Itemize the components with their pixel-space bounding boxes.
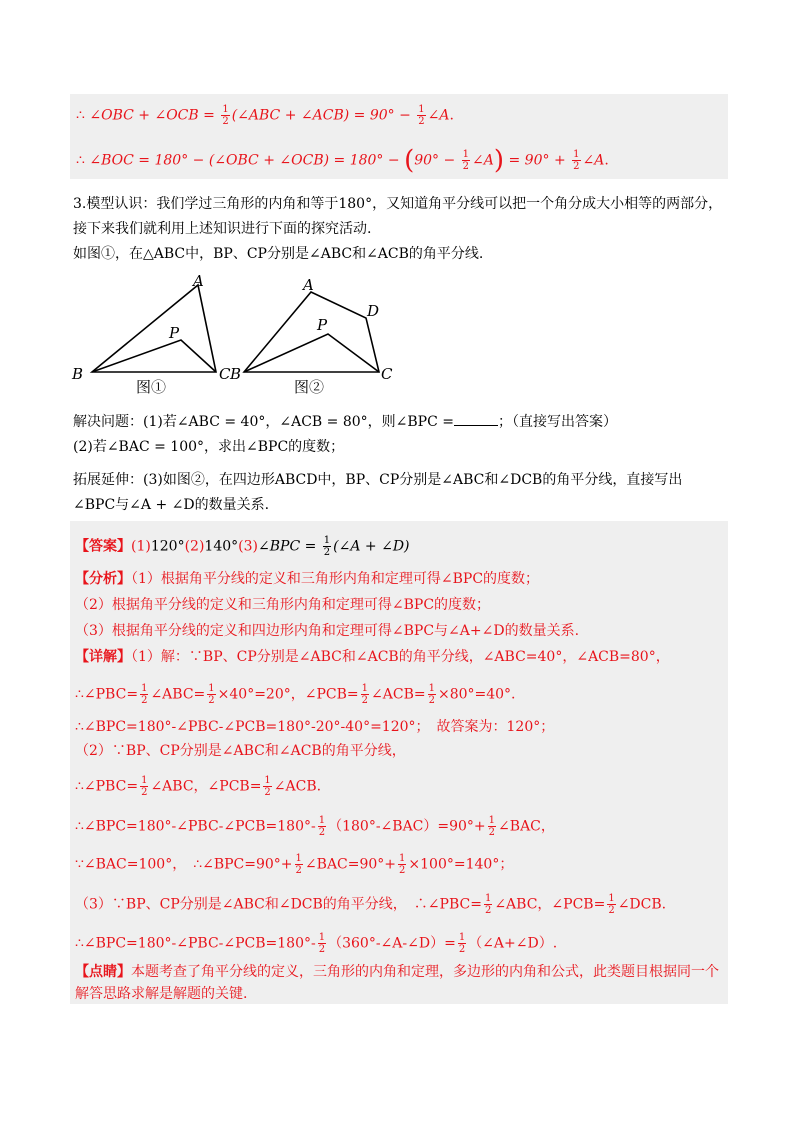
solution-line-2: ∴ ∠BOC = 180° − (∠OBC + ∠OCB) = 180° − (90° − $\frac{1}{2}$ ∠A) = 90° + $\frac{1}{2}$ ∠A.	[76, 145, 609, 176]
problem-intro-line-2: 接下来我们就利用上述知识进行下面的探究活动.	[73, 221, 372, 237]
detail-line-3: ∴∠BPC=180°-∠PBC-∠PCB=180°-20°-40°=120°； 故答案为：120°；	[75, 719, 555, 735]
figure-1-caption: 图①	[136, 378, 167, 396]
solution-line-1: ∴ ∠OBC + ∠OCB = $\frac{1}{2}$ (∠ABC + ∠ACB) = 90° − $\frac{1}{2}$ ∠A.	[76, 104, 454, 127]
figure-2-caption: 图②	[294, 378, 325, 396]
label-c: C	[219, 365, 231, 383]
equation-text: ∠A	[582, 152, 605, 169]
figure-2	[229, 276, 393, 396]
detail-line-4: （2）∵BP、CP分别是∠ABC和∠ACB的角平分线，	[75, 743, 406, 759]
bisector-lines	[244, 334, 379, 372]
detail-line-6: ∴∠BPC=180°-∠PBC-∠PCB=180°- $\frac{1}{2}$ （180°-∠BAC）=90°+ $\frac{1}{2}$ ∠BAC，	[75, 815, 555, 838]
comment-line-1: 【点睛】本题考查了角平分线的定义，三角形的内角和定理，多边形的内角和公式，此类题目根据同一个	[75, 964, 719, 980]
label-d: D	[367, 302, 380, 320]
equation-text: (∠OBC + ∠OCB) = 180° −	[208, 152, 400, 169]
equation-text: ∠A	[427, 107, 450, 124]
figure-1	[71, 272, 231, 396]
geometry-figures	[66, 268, 406, 403]
detail-line-5: ∴∠PBC= $\frac{1}{2}$ ∠ABC，∠PCB= $\frac{1}{2}$ ∠ACB.	[75, 775, 322, 798]
comment-line-2: 解答思路求解是解题的关键.	[75, 986, 248, 1002]
detail-line-8: （3）∵BP、CP分别是∠ABC和∠DCB的角平分线， ∴∠PBC= $\frac{1}{2}$ ∠ABC，∠PCB= $\frac{1}{2}$ ∠DCB.	[75, 893, 667, 916]
comment-tag: 【点睛】	[75, 964, 131, 980]
problem-intro-line-3: 如图①，在△ABC中，BP、CP分别是∠ABC和∠ACB的角平分线.	[73, 246, 484, 262]
label-b: B	[230, 365, 242, 383]
answer-3-lhs: ∠BPC =	[258, 538, 317, 555]
equation-text: 90° −	[414, 152, 456, 169]
analysis-tag: 【分析】	[75, 571, 131, 587]
label-p: P	[169, 324, 180, 342]
equation-text: = 90° +	[508, 152, 566, 169]
answer-1-value: 120°	[150, 538, 185, 555]
therefore-symbol: ∴	[76, 152, 85, 169]
equation-text: (∠ABC + ∠ACB) = 90° −	[231, 107, 411, 124]
question-3-line-1: 拓展延伸：(3)如图②，在四边形ABCD中，BP、CP分别是∠ABC和∠DCB的角平分线，直接写出	[73, 472, 683, 488]
answer-3-rhs: (∠A + ∠D)	[333, 538, 410, 555]
equation-text: ∠OBC + ∠OCB =	[89, 107, 215, 124]
therefore-symbol: ∴	[76, 107, 85, 124]
question-2: (2)若∠BAC = 100°，求出∠BPC的度数；	[73, 439, 345, 455]
label-b: B	[72, 365, 84, 383]
fraction: $\frac{1}{2}$	[418, 104, 425, 127]
question-1: 解决问题：(1)若∠ABC = 40°，∠ACB = 80°，则∠BPC = ；（直接写出答案）	[73, 411, 617, 432]
analysis-line-1: 【分析】（1）根据角平分线的定义和三角形内角和定理可得∠BPC的度数；	[75, 571, 540, 587]
fraction: $\frac{1}{2}$	[323, 535, 331, 558]
question-3-line-2: ∠BPC与∠A + ∠D的数量关系.	[73, 497, 270, 513]
problem-intro-line-1: 3.模型认识：我们学过三角形的内角和等于180°，又知道角平分线可以把一个角分成大小相等的两部分，	[73, 196, 723, 212]
fraction: $\frac{1}{2}$	[573, 149, 580, 172]
answer-2-value: 140°	[204, 538, 239, 555]
answer-blank	[454, 411, 498, 426]
detail-line-1: 【详解】（1）解：∵BP、CP分别是∠ABC和∠ACB的角平分线，∠ABC=40°，∠ACB=80°，	[75, 649, 670, 665]
label-a: A	[303, 276, 314, 294]
quadrilateral-abcd	[244, 292, 379, 372]
answer-tag: 【答案】	[75, 538, 131, 555]
analysis-line-2: （2）根据角平分线的定义和三角形内角和定理可得∠BPC的度数；	[75, 597, 491, 613]
detail-line-9: ∴∠BPC=180°-∠PBC-∠PCB=180°- $\frac{1}{2}$ （360°-∠A-∠D）= $\frac{1}{2}$ （∠A+∠D）.	[75, 932, 558, 955]
equation-text: ∠A	[472, 152, 494, 169]
label-p: P	[317, 316, 328, 334]
detail-tag: 【详解】	[75, 649, 131, 665]
label-a: A	[193, 272, 204, 290]
detail-line-7: ∵∠BAC=100°， ∴∠BPC=90°+ $\frac{1}{2}$ ∠BAC=90°+ $\frac{1}{2}$ ×100°=140°；	[75, 853, 514, 876]
triangle-abc	[92, 285, 216, 372]
detail-line-2: ∴∠PBC= $\frac{1}{2}$ ∠ABC= $\frac{1}{2}$ ×40°=20°，∠PCB= $\frac{1}{2}$ ∠ACB= $\frac{1}{2}$ ×80°=40°.	[75, 683, 516, 706]
label-c: C	[381, 365, 393, 383]
fraction: $\frac{1}{2}$	[462, 149, 470, 172]
fraction: $\frac{1}{2}$	[222, 104, 229, 127]
answer-line: 【答案】(1)120°(2)140°(3)∠BPC = $\frac{1}{2}$ (∠A + ∠D)	[75, 535, 410, 558]
equation-text: ∠BOC = 180° −	[89, 152, 205, 169]
analysis-line-3: （3）根据角平分线的定义和四边形内角和定理可得∠BPC与∠A+∠D的数量关系.	[75, 623, 580, 639]
